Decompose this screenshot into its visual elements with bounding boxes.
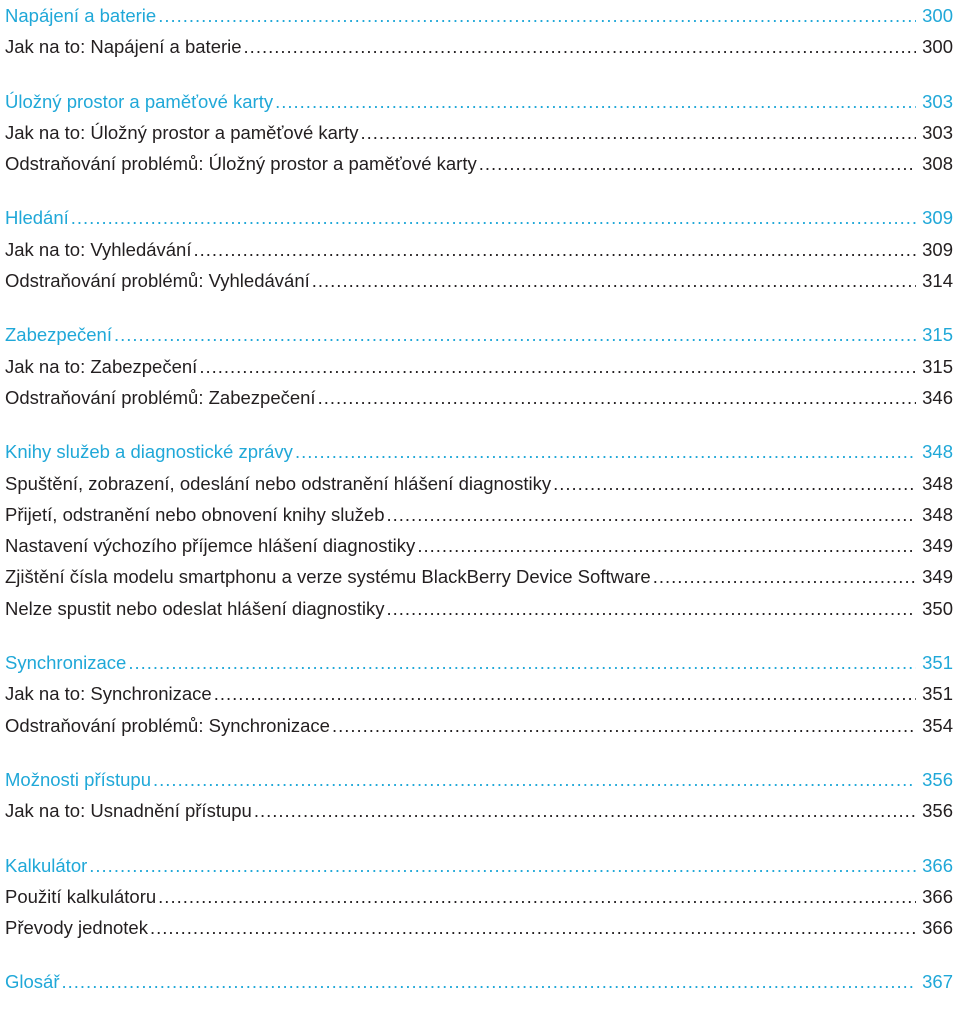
dot-leader xyxy=(275,86,916,117)
toc-entry-page: 300 xyxy=(922,36,953,58)
toc-heading[interactable] xyxy=(5,764,953,795)
toc-section xyxy=(5,0,953,63)
dot-leader xyxy=(254,795,916,826)
toc-entry-title: Jak na to: Usnadnění přístupu xyxy=(5,800,252,822)
dot-leader xyxy=(150,912,916,943)
toc-section xyxy=(5,86,953,180)
toc-entry[interactable] xyxy=(5,117,953,148)
toc-entry-page: 351 xyxy=(922,683,953,705)
toc-heading[interactable] xyxy=(5,86,953,117)
toc-entry-page: 314 xyxy=(922,270,953,292)
toc-entry-title: Nelze spustit nebo odeslat hlášení diagnostiky xyxy=(5,597,385,619)
toc-heading[interactable] xyxy=(5,319,953,350)
dot-leader xyxy=(244,31,917,62)
toc-heading-title: Knihy služeb a diagnostické zprávy xyxy=(5,441,293,463)
toc-heading-title: Možnosti přístupu xyxy=(5,768,152,790)
toc-section xyxy=(5,319,953,413)
toc-entry[interactable] xyxy=(5,351,953,382)
toc-entry[interactable] xyxy=(5,148,953,179)
toc-entry-title: Jak na to: Zabezpečení xyxy=(5,355,198,377)
toc-entry[interactable] xyxy=(5,382,953,413)
toc-entry-page: 348 xyxy=(922,503,953,525)
toc-heading-title: Zabezpečení xyxy=(5,324,112,346)
toc-section xyxy=(5,764,953,827)
dot-leader xyxy=(199,351,916,382)
dot-leader xyxy=(71,202,916,233)
toc-heading[interactable] xyxy=(5,850,953,881)
dot-leader xyxy=(158,881,916,912)
toc-section xyxy=(5,647,953,741)
toc-heading-page: 309 xyxy=(922,207,953,229)
toc-entry-page: 303 xyxy=(922,121,953,143)
toc-entry-page: 346 xyxy=(922,386,953,408)
toc-heading-title: Kalkulátor xyxy=(5,854,88,876)
toc-heading-title: Synchronizace xyxy=(5,652,127,674)
dot-leader xyxy=(89,850,916,881)
toc-heading[interactable] xyxy=(5,202,953,233)
dot-leader xyxy=(387,499,917,530)
dot-leader xyxy=(114,319,916,350)
toc-entry-title: Převody jednotek xyxy=(5,917,148,939)
dot-leader xyxy=(417,530,916,561)
toc-entry-page: 315 xyxy=(922,355,953,377)
toc-entry-title: Odstraňování problémů: Úložný prostor a paměťové karty xyxy=(5,153,477,175)
toc-entry-title: Jak na to: Synchronizace xyxy=(5,683,212,705)
toc-heading[interactable] xyxy=(5,966,953,997)
dot-leader xyxy=(653,561,916,592)
dot-leader xyxy=(153,764,916,795)
toc-heading-page: 303 xyxy=(922,90,953,112)
toc-entry-title: Přijetí, odstranění nebo obnovení knihy služeb xyxy=(5,503,385,525)
toc-heading-page: 356 xyxy=(922,768,953,790)
toc-heading-title: Úložný prostor a paměťové karty xyxy=(5,90,274,112)
toc-entry-page: 349 xyxy=(922,535,953,557)
table-of-contents xyxy=(5,0,953,998)
dot-leader xyxy=(360,117,916,148)
toc-entry-title: Jak na to: Úložný prostor a paměťové karty xyxy=(5,121,359,143)
toc-heading-title: Glosář xyxy=(5,971,60,993)
toc-entry-title: Spuštění, zobrazení, odeslání nebo odstranění hlášení diagnostiky xyxy=(5,472,552,494)
toc-entry-page: 356 xyxy=(922,800,953,822)
toc-heading-page: 300 xyxy=(922,5,953,26)
dot-leader xyxy=(158,0,916,31)
dot-leader xyxy=(128,647,916,678)
toc-entry-page: 350 xyxy=(922,597,953,619)
toc-entry-page: 366 xyxy=(922,885,953,907)
toc-entry[interactable] xyxy=(5,561,953,592)
toc-entry-page: 354 xyxy=(922,714,953,736)
toc-entry[interactable] xyxy=(5,678,953,709)
dot-leader xyxy=(295,436,916,467)
toc-entry-title: Nastavení výchozího příjemce hlášení diagnostiky xyxy=(5,535,416,557)
dot-leader xyxy=(194,234,917,265)
toc-entry[interactable] xyxy=(5,234,953,265)
toc-entry-page: 309 xyxy=(922,238,953,260)
toc-entry[interactable] xyxy=(5,468,953,499)
dot-leader xyxy=(332,710,916,741)
toc-entry-title: Jak na to: Napájení a baterie xyxy=(5,36,242,58)
toc-section xyxy=(5,436,953,624)
toc-entry-page: 308 xyxy=(922,153,953,175)
toc-entry-title: Jak na to: Vyhledávání xyxy=(5,238,192,260)
toc-entry-page: 348 xyxy=(922,472,953,494)
toc-entry[interactable] xyxy=(5,881,953,912)
dot-leader xyxy=(318,382,917,413)
toc-heading-page: 351 xyxy=(922,652,953,674)
dot-leader xyxy=(479,148,916,179)
toc-entry[interactable] xyxy=(5,31,953,62)
toc-heading-title: Hledání xyxy=(5,207,69,229)
toc-entry-title: Odstraňování problémů: Synchronizace xyxy=(5,714,330,736)
toc-section xyxy=(5,202,953,296)
toc-entry[interactable] xyxy=(5,795,953,826)
toc-entry[interactable] xyxy=(5,530,953,561)
toc-heading-page: 315 xyxy=(922,324,953,346)
toc-entry[interactable] xyxy=(5,593,953,624)
dot-leader xyxy=(62,966,917,997)
toc-heading[interactable] xyxy=(5,0,953,31)
toc-entry-title: Zjištění čísla modelu smartphonu a verze systému BlackBerry Device Software xyxy=(5,566,651,588)
toc-heading-page: 366 xyxy=(922,854,953,876)
toc-entry-title: Odstraňování problémů: Zabezpečení xyxy=(5,386,316,408)
toc-entry-title: Použití kalkulátoru xyxy=(5,885,157,907)
dot-leader xyxy=(312,265,916,296)
toc-entry[interactable] xyxy=(5,912,953,943)
toc-heading[interactable] xyxy=(5,436,953,467)
toc-entry-title: Odstraňování problémů: Vyhledávání xyxy=(5,270,310,292)
toc-entry[interactable] xyxy=(5,265,953,296)
dot-leader xyxy=(214,678,916,709)
toc-heading-page: 367 xyxy=(922,971,953,993)
dot-leader xyxy=(387,593,917,624)
toc-entry[interactable] xyxy=(5,710,953,741)
toc-entry-page: 349 xyxy=(922,566,953,588)
toc-entry-page: 366 xyxy=(922,917,953,939)
toc-heading-page: 348 xyxy=(922,441,953,463)
toc-heading-title: Napájení a baterie xyxy=(5,5,157,26)
toc-section xyxy=(5,966,953,997)
toc-entry[interactable] xyxy=(5,499,953,530)
toc-section xyxy=(5,850,953,944)
toc-heading[interactable] xyxy=(5,647,953,678)
dot-leader xyxy=(553,468,916,499)
